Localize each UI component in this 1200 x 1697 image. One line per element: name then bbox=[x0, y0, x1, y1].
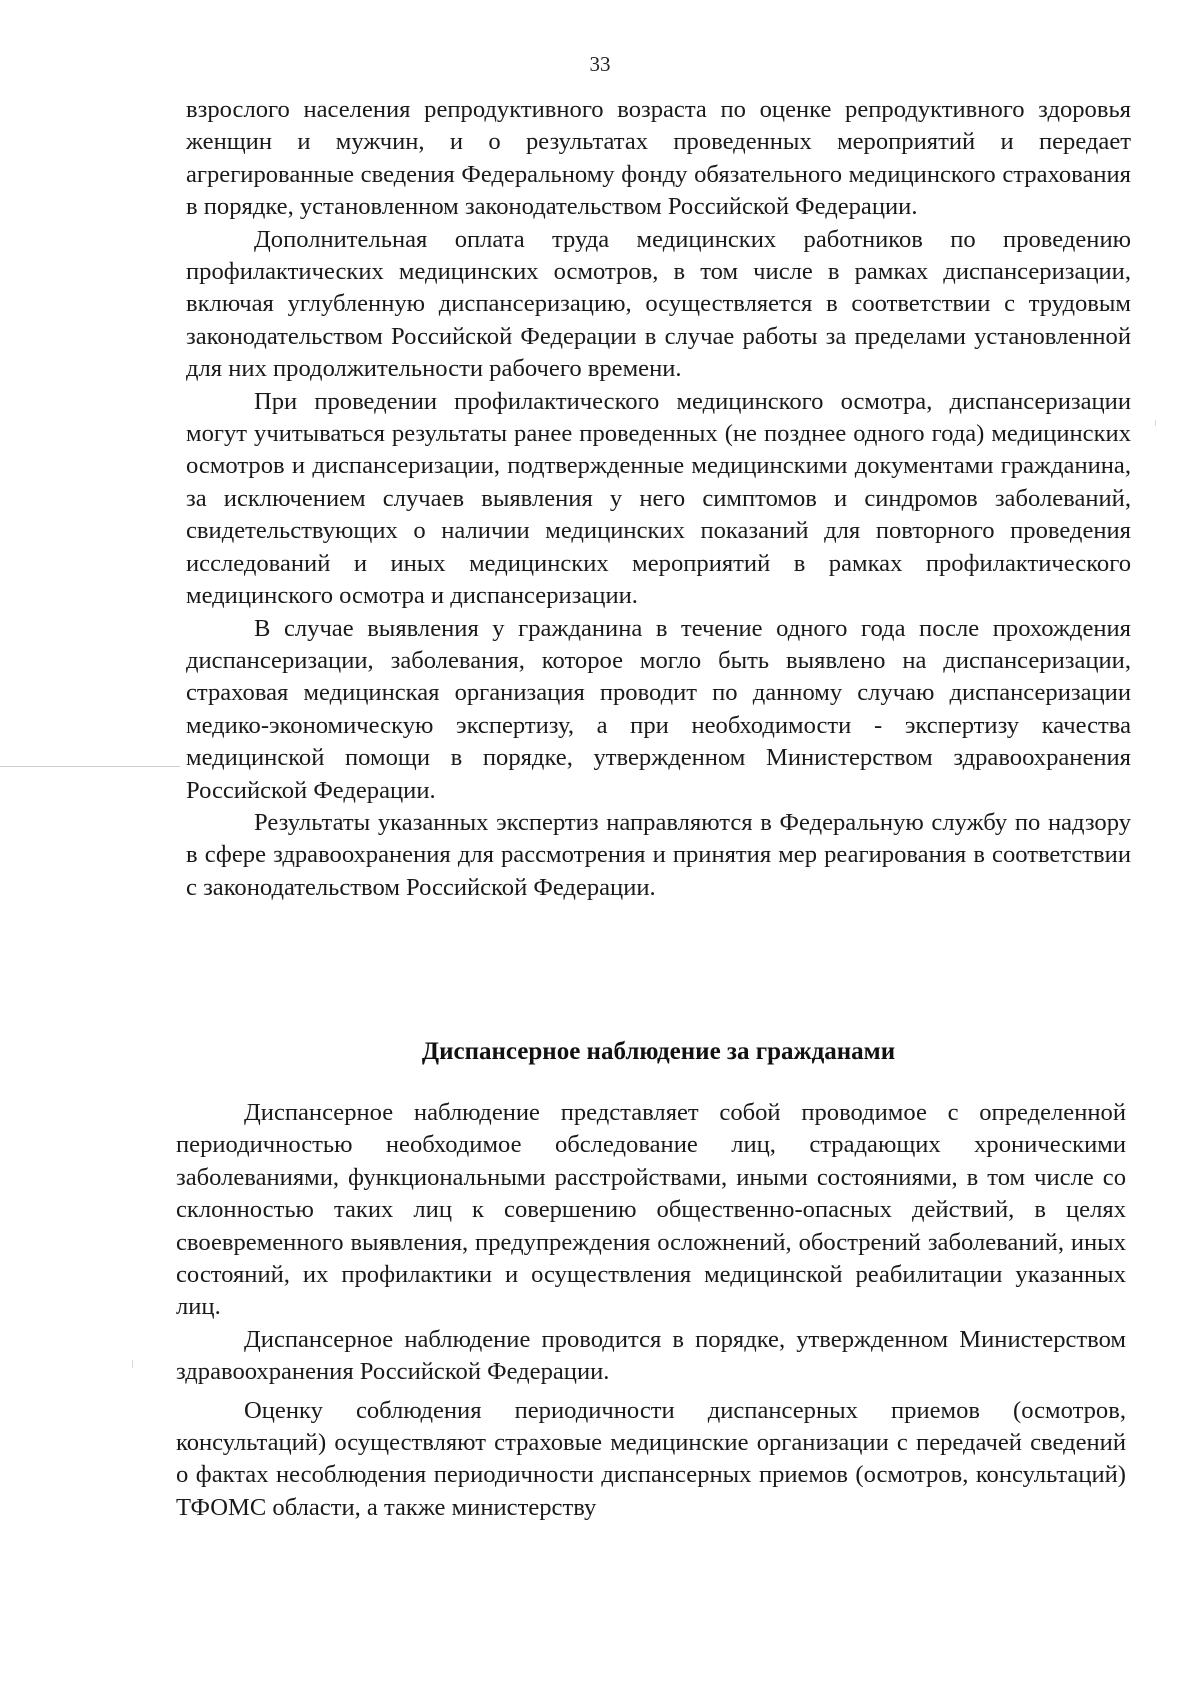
paragraph-additional-pay: Дополнительная оплата труда медицинских работников по проведению профилактических медицинских осмотров, в том числе в рамках диспансеризации, включая углубленную диспансеризацию, осуществляется в соответствии с трудовым законодательством Российской Федерации в случае работы за пределами установленной для них продолжительности рабочего времени. bbox=[186, 225, 1131, 383]
paragraph-prior-results: При проведении профилактического медицинского осмотра, диспансеризации могут учитываться результаты ранее проведенных (не позднее одного года) медицинских осмотров и диспансеризации, подтвержденные медицинскими документами гражданина, за исключением случаев выявления у него симптомов и синдромов заболеваний, свидетельствующих о наличии медицинских показаний для повторного проведения исследований и иных медицинских мероприятий в рамках профилактического медицинского осмотра и диспансеризации. bbox=[186, 387, 1131, 610]
page-number: 33 bbox=[589, 52, 611, 76]
paragraph-expertise: В случае выявления у гражданина в течение одного года после прохождения диспансеризации, заболевания, которое могло быть выявлено на диспансеризации, страховая медицинская организация проводит по данному случаю диспансеризации медико-экономическую экспертизу, а при необходимости - экспертизу качества медицинской помощи в порядке, утвержденном Министерством здравоохранения Российской Федерации. bbox=[186, 614, 1131, 804]
scan-artifact-dot bbox=[1155, 420, 1156, 426]
body-text-top bbox=[186, 94, 1131, 904]
paragraph-continuation: взрослого населения репродуктивного возраста по оценке репродуктивного здоровья женщин и мужчин, и о результатах проведенных мероприятий и передает агрегированные сведения Федеральному фонду обязательного медицинского страхования в порядке, установленном законодательством Российской Федерации. bbox=[186, 96, 1131, 221]
paragraph-dispensary-order: Диспансерное наблюдение проводится в порядке, утвержденном Министерством здравоохранения Российской Федерации. bbox=[176, 1325, 1126, 1386]
paragraph-periodicity-assessment: Оценку соблюдения периодичности диспансерных приемов (осмотров, консультаций) осуществляют страховые медицинские организации с передачей сведений о фактах несоблюдения периодичности диспансерных приемов (осмотров, консультаций) ТФОМС области, а также министерству bbox=[176, 1396, 1126, 1521]
scan-artifact-dot bbox=[132, 1360, 133, 1368]
paragraph-dispensary-definition: Диспансерное наблюдение представляет собой проводимое с определенной периодичностью необходимое обследование лиц, страдающих хроническими заболеваниями, функциональными расстройствами, иными состояниями, в том числе со склонностью таких лиц к совершению общественно-опасных действий, в целях своевременного выявления, предупреждения осложнений, обострений заболеваний, иных состояний, их профилактики и осуществления медицинской реабилитации указанных лиц. bbox=[176, 1099, 1126, 1321]
scan-artifact-line bbox=[0, 766, 180, 767]
paragraph-expertise-results: Результаты указанных экспертиз направляются в Федеральную службу по надзору в сфере здравоохранения для рассмотрения и принятия мер реагирования в соответствии с законодательством Российской Федерации. bbox=[186, 808, 1131, 901]
body-text-bottom bbox=[176, 1097, 1126, 1524]
section-heading: Диспансерное наблюдение за гражданами bbox=[421, 1038, 896, 1065]
